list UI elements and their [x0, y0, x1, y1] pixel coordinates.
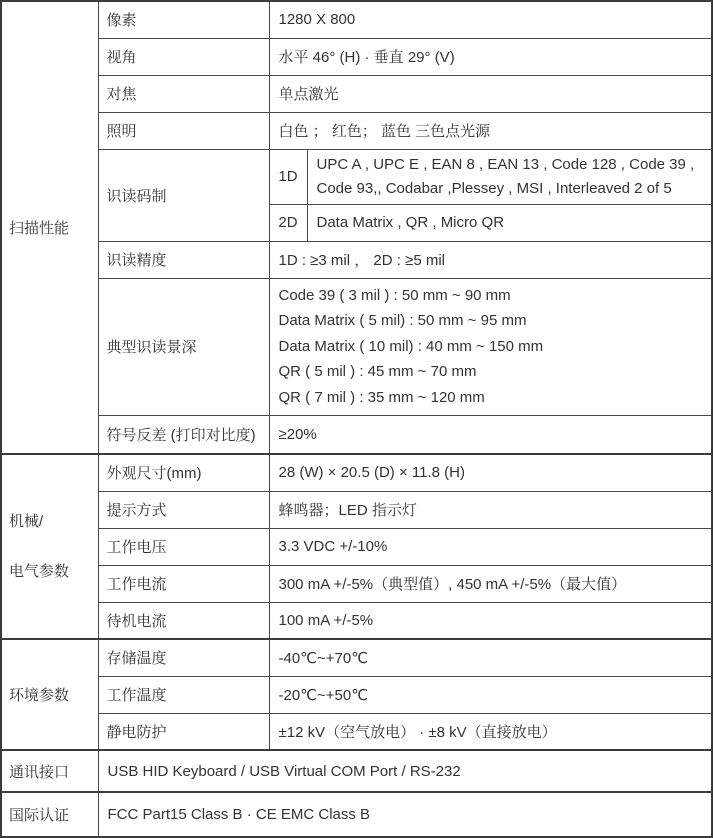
param-label: 存储温度 [106, 650, 167, 668]
param-label: 提示方式 [106, 502, 167, 519]
value-text: USB HID Keyboard / USB Virtual COM Port / RS-232 [107, 762, 461, 780]
value-text: 1D : ≥3 mil ， 2D : ≥5 mil [278, 252, 445, 269]
param-cell-storage-temp [98, 639, 269, 676]
value-text: ±12 kV（空气放电） · ±8 kV（直接放电） [278, 723, 557, 741]
param-cell-focus [98, 75, 269, 112]
param-label: 符号反差 (打印对比度) [106, 426, 256, 444]
param-cell-depth-of-field [98, 278, 269, 415]
value-cell-voltage [269, 528, 712, 565]
value-cell-esd [269, 713, 712, 750]
param-label: 静电防护 [106, 723, 167, 741]
param-label: 照明 [106, 123, 137, 140]
row-voltage [1, 528, 712, 565]
value-line: QR ( 5 mil ) : 45 mm ~ 70 mm [278, 363, 477, 381]
value-text: -40℃~+70℃ [278, 649, 369, 667]
value-cell-operating-current [269, 565, 712, 602]
row-storage-temp [1, 639, 712, 676]
category-label-interface: 通讯接口 [9, 763, 70, 781]
row-depth-of-field [1, 278, 712, 415]
category-cell-interface [1, 750, 98, 792]
value-text: 300 mA +/-5%（典型值）, 450 mA +/-5%（最大值） [278, 576, 627, 593]
param-cell-indication [98, 491, 269, 528]
row-indication [1, 491, 712, 528]
subkey-cell-1d [269, 149, 307, 204]
param-label: 典型识读景深 [106, 339, 197, 356]
row-symbologies-1d [1, 149, 712, 204]
row-operating-current [1, 565, 712, 602]
value-cell-dimensions [269, 454, 712, 491]
row-focus [1, 75, 712, 112]
category-label-certification: 国际认证 [9, 807, 70, 824]
param-cell-precision [98, 241, 269, 278]
category-label-mech-line2: 电气参数 [9, 562, 70, 580]
param-label: 工作电压 [106, 539, 167, 556]
param-cell-view-angle [98, 38, 269, 75]
value-text: 白色 ； 红色； 蓝色 三色点光源 [278, 123, 491, 140]
value-cell-precision [269, 241, 712, 278]
param-label: 识读码制 [106, 187, 167, 205]
value-text: ≥20% [278, 425, 317, 443]
subkey-label: 1D [278, 168, 298, 185]
row-dimensions [1, 454, 712, 491]
param-label: 像素 [106, 12, 137, 30]
value-cell-2d-codes [307, 204, 712, 241]
row-contrast [1, 415, 712, 454]
param-label: 识读精度 [106, 252, 167, 269]
subkey-cell-2d [269, 204, 307, 241]
row-operating-temp [1, 676, 712, 713]
subkey-label: 2D [278, 214, 298, 231]
param-cell-symbologies [98, 149, 269, 241]
category-cell-certification [1, 792, 98, 837]
value-cell-pixels [269, 1, 712, 38]
value-cell-1d-codes [307, 149, 712, 204]
row-standby-current [1, 602, 712, 639]
param-cell-standby-current [98, 602, 269, 639]
row-certification [1, 792, 712, 837]
value-line: Code 93,, Codabar ,Plessey , MSI , Interleaved 2 of 5 [316, 179, 672, 197]
row-precision [1, 241, 712, 278]
value-text: 3.3 VDC +/-10% [278, 538, 388, 555]
value-line: QR ( 7 mil ) : 35 mm ~ 120 mm [278, 388, 485, 406]
category-label-scan: 扫描性能 [9, 220, 70, 237]
value-line: Data Matrix ( 5 mil) : 50 mm ~ 95 mm [278, 312, 527, 330]
value-text: 单点激光 [278, 86, 339, 103]
value-text: FCC Part15 Class B · CE EMC Class B [107, 806, 371, 823]
param-cell-esd [98, 713, 269, 750]
value-cell-indication [269, 491, 712, 528]
value-cell-storage-temp [269, 639, 712, 676]
param-label: 工作温度 [106, 687, 167, 704]
category-label-mech-line1: 机械/ [9, 512, 44, 530]
param-label: 工作电流 [106, 576, 167, 593]
value-text: 蜂鸣器；LED 指示灯 [278, 502, 417, 519]
row-interface [1, 750, 712, 792]
row-esd [1, 713, 712, 750]
value-text: -20℃~+50℃ [278, 686, 369, 704]
value-text: 1280 X 800 [278, 11, 356, 29]
category-label-environment: 环境参数 [9, 687, 70, 704]
value-cell-focus [269, 75, 712, 112]
category-cell-environment [1, 639, 98, 750]
param-cell-contrast [98, 415, 269, 454]
value-cell-interface [98, 750, 712, 792]
param-cell-pixels [98, 1, 269, 38]
param-label: 待机电流 [106, 612, 167, 630]
param-cell-operating-current [98, 565, 269, 602]
value-line: Data Matrix ( 10 mil) : 40 mm ~ 150 mm [278, 337, 544, 355]
value-cell-depth-of-field [269, 278, 712, 415]
value-cell-view-angle [269, 38, 712, 75]
value-text: 水平 46° (H) · 垂直 29° (V) [278, 49, 455, 66]
value-cell-operating-temp [269, 676, 712, 713]
param-cell-dimensions [98, 454, 269, 491]
value-cell-certification [98, 792, 712, 837]
param-cell-voltage [98, 528, 269, 565]
param-label: 视角 [106, 49, 137, 66]
category-cell-scan-performance [1, 1, 98, 454]
value-text: 28 (W) × 20.5 (D) × 11.8 (H) [278, 464, 465, 482]
value-cell-standby-current [269, 602, 712, 639]
param-label: 对焦 [106, 86, 137, 103]
row-view-angle [1, 38, 712, 75]
value-text: 100 mA +/-5% [278, 611, 374, 629]
category-cell-mech-electrical [1, 454, 98, 639]
row-pixels [1, 1, 712, 38]
value-line: UPC A , UPC E , EAN 8 , EAN 13 , Code 128 , Code 39 , [316, 155, 695, 173]
value-text: Data Matrix , QR , Micro QR [316, 214, 505, 231]
param-cell-operating-temp [98, 676, 269, 713]
param-label: 外观尺寸(mm) [106, 465, 202, 483]
row-illumination [1, 112, 712, 149]
value-cell-illumination [269, 112, 712, 149]
value-line: Code 39 ( 3 mil ) : 50 mm ~ 90 mm [278, 286, 511, 304]
param-cell-illumination [98, 112, 269, 149]
value-cell-contrast [269, 415, 712, 454]
